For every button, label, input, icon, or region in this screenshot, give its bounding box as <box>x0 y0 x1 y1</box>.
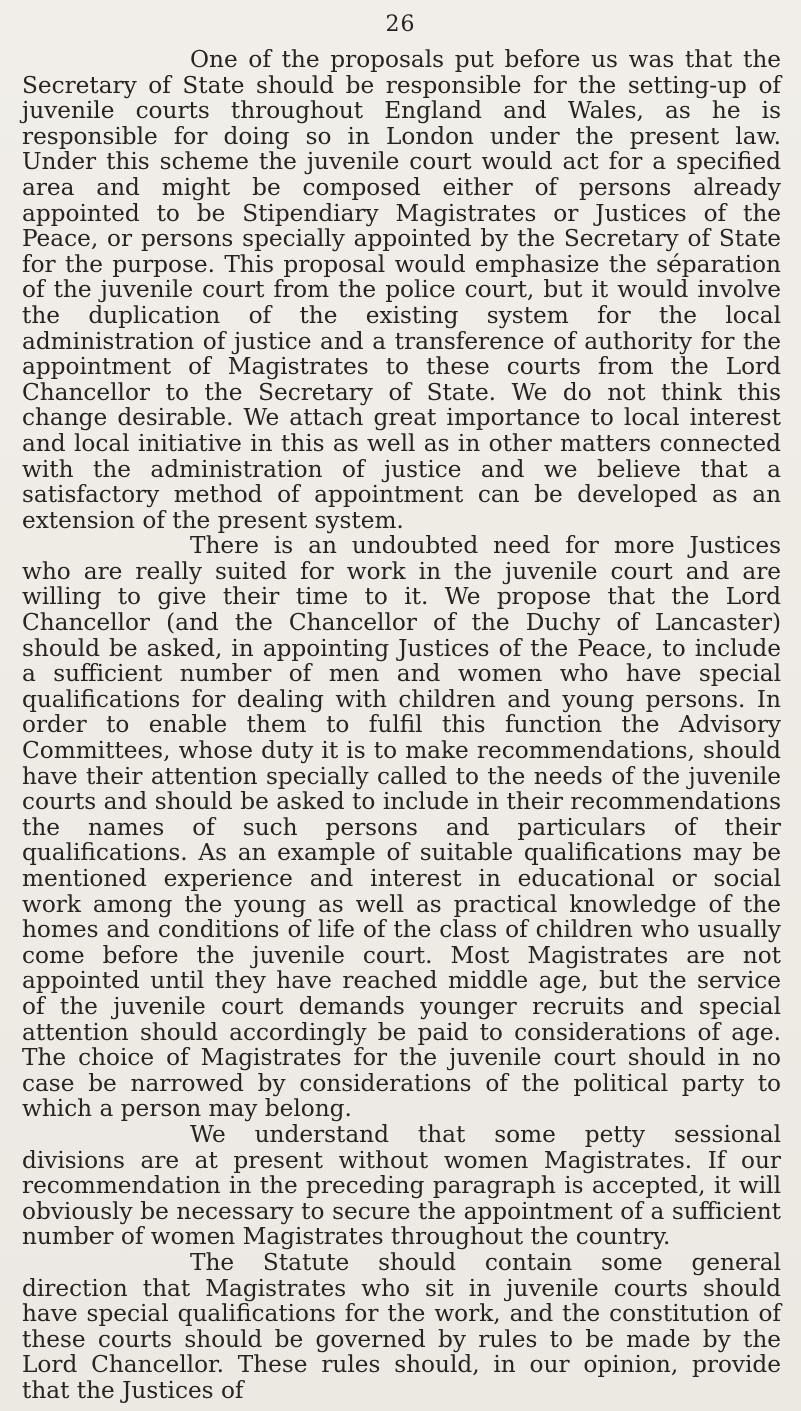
paragraph-statute-direction: The Statute should contain some general direction that Magistrates who sit in juvenile courts should have special qualifications for the work, and the constitution of these courts should be governed by rules to be made by the Lord Chancellor. These rules should, in our opinion, provide that the Justices of <box>22 1248 781 1404</box>
paragraph-need-for-justices: There is an undoubted need for more Justices who are really suited for work in the juvenile court and are willing to give their time to it. We propose that the Lord Chancellor (and the Chancellor of the Duchy of Lancaster) should be asked, in appointing Justices of the Peace, to include a sufficient number of men and women who have special qualifications for dealing with children and young persons. In order to enable them to fulfil this function the Advisory Committees, whose duty it is to make recommendations, should have their attention specially called to the needs of the juvenile courts and should be asked to include in their recommendations the names of such persons and particulars of their qualifications. As an example of suitable qualifications may be mentioned experience and interest in educational or social work among the young as well as practical knowledge of the homes and conditions of life of the class of children who usually come before the juvenile court. Most Magistrates are not appointed until they have reached middle age, but the service of the juvenile court demands younger recruits and special attention should accordingly be paid to considerations of age. The choice of Magistrates for the juvenile court should in no case be narrowed by considerations of the political party to which a person may belong. <box>22 532 781 1123</box>
page-number: 26 <box>385 12 416 37</box>
body-text <box>22 47 781 1403</box>
paragraph-women-magistrates: We understand that some petty sessional divisions are at present without women Magistrates. If our recommendation in the preceding paragraph is accepted, it will obviously be necessary to secure the appointment of a sufficient number of women Magistrates throughout the country. <box>22 1120 781 1251</box>
paragraph-secretary-of-state-proposal: One of the proposals put before us was that the Secretary of State should be responsible for the setting-up of juvenile courts throughout England and Wales, as he is responsible for doing so in London under the present law. Under this scheme the juvenile court would act for a specified area and might be composed either of persons already appointed to be Stipendiary Magistrates or Justices of the Peace, or persons specially appointed by the Secretary of State for the purpose. This proposal would emphasize the séparation of the juvenile court from the police court, but it would involve the duplication of the existing system for the local administration of justice and a transference of authority for the appointment of Magistrates to these courts from the Lord Chancellor to the Secretary of State. We do not think this change desirable. We attach great importance to local interest and local initiative in this as well as in other matters connected with the administration of justice and we believe that a satisfactory method of appointment can be developed as an extension of the present system. <box>22 46 781 534</box>
